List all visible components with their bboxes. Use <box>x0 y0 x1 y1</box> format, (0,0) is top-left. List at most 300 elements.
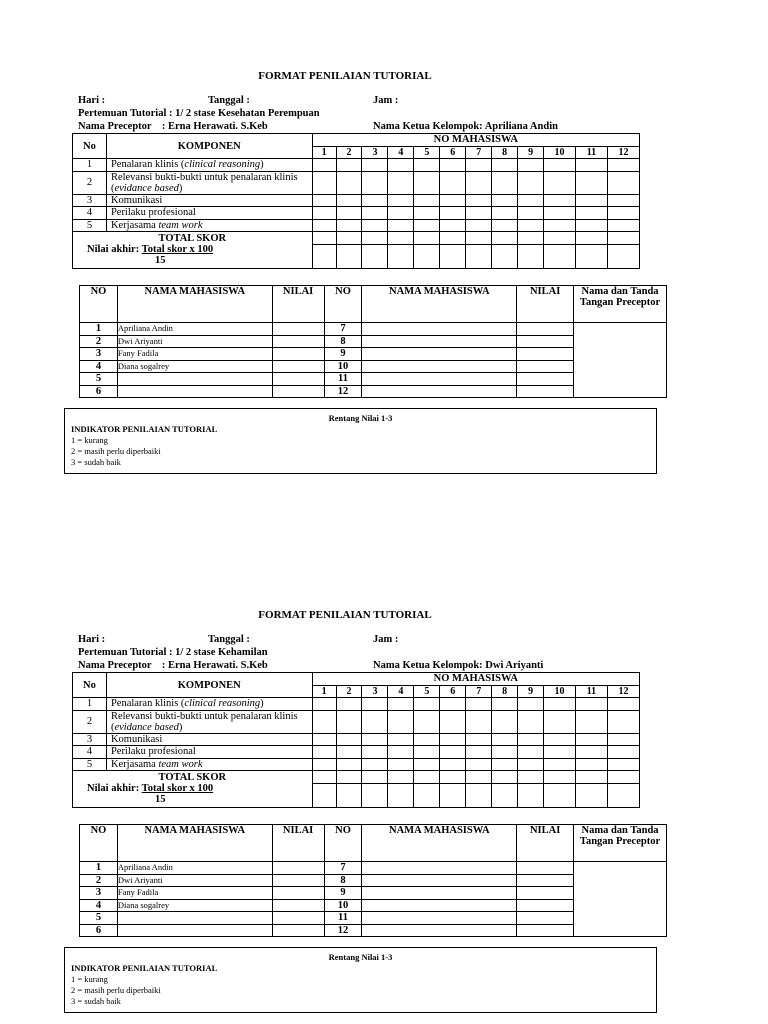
student-nilai[interactable] <box>272 385 324 398</box>
student-name <box>362 335 517 348</box>
score-input-cell[interactable] <box>466 746 492 759</box>
komponen-text: Kerjasama <box>110 219 159 231</box>
student-number-header: 7 <box>466 146 492 159</box>
score-input-cell[interactable] <box>518 219 544 232</box>
score-row <box>73 171 640 194</box>
score-input-cell[interactable] <box>518 171 544 194</box>
score-row <box>73 746 640 759</box>
student-no: 12 <box>324 385 362 398</box>
student-nilai[interactable] <box>272 899 324 912</box>
score-input-cell[interactable] <box>414 746 440 759</box>
score-input-cell[interactable] <box>414 710 440 733</box>
student-nilai[interactable] <box>272 912 324 925</box>
nilai-cell <box>544 244 576 269</box>
student-nilai[interactable] <box>517 385 574 398</box>
total-cell <box>440 771 466 784</box>
score-input-cell[interactable] <box>518 194 544 207</box>
komponen-cell <box>106 207 312 220</box>
preceptor-name: Nama Preceptor : Erna Herawati. S.Keb <box>78 121 268 132</box>
student-name <box>362 862 517 875</box>
student-nilai[interactable] <box>517 924 574 937</box>
nilai-akhir-denominator: 15 <box>155 255 166 266</box>
score-input-cell[interactable] <box>362 219 388 232</box>
student-nilai[interactable] <box>517 887 574 900</box>
score-input-cell[interactable] <box>518 746 544 759</box>
score-input-cell[interactable] <box>575 194 607 207</box>
score-input-cell[interactable] <box>414 733 440 746</box>
score-input-cell[interactable] <box>492 746 518 759</box>
score-input-cell[interactable] <box>607 746 639 759</box>
nilai-cell <box>388 244 414 269</box>
row-number: 5 <box>73 758 107 771</box>
score-input-cell[interactable] <box>388 207 414 220</box>
score-input-cell[interactable] <box>362 758 388 771</box>
score-input-cell[interactable] <box>362 159 388 172</box>
tanggal-label: Tanggal : <box>208 634 250 645</box>
score-input-cell[interactable] <box>440 194 466 207</box>
student-no: 7 <box>324 862 362 875</box>
student-number-header: 8 <box>492 685 518 698</box>
score-input-cell[interactable] <box>388 171 414 194</box>
komponen-text: Penalaran klinis ( <box>110 159 185 171</box>
ttd-cell[interactable] <box>574 323 667 398</box>
student-name: Fany Fadila <box>117 887 272 900</box>
score-input-cell[interactable] <box>544 746 576 759</box>
student-nilai[interactable] <box>517 373 574 386</box>
score-input-cell[interactable] <box>414 171 440 194</box>
col-header-no: No <box>73 134 107 159</box>
score-input-cell[interactable] <box>336 758 362 771</box>
komponen-italic: evidance based <box>114 721 179 733</box>
total-cell <box>518 232 544 245</box>
form-title: FORMAT PENILAIAN TUTORIAL <box>258 70 432 82</box>
score-input-cell[interactable] <box>312 698 336 711</box>
score-input-cell[interactable] <box>466 219 492 232</box>
score-input-cell[interactable] <box>492 207 518 220</box>
row-number: 3 <box>73 733 107 746</box>
student-number-header: 2 <box>336 146 362 159</box>
score-input-cell[interactable] <box>312 733 336 746</box>
score-input-cell[interactable] <box>336 194 362 207</box>
score-input-cell[interactable] <box>518 733 544 746</box>
score-input-cell[interactable] <box>312 710 336 733</box>
score-input-cell[interactable] <box>336 698 362 711</box>
score-input-cell[interactable] <box>388 159 414 172</box>
student-name: Fany Fadila <box>117 348 272 361</box>
student-name <box>362 373 517 386</box>
score-input-cell[interactable] <box>466 733 492 746</box>
score-input-cell[interactable] <box>544 758 576 771</box>
komponen-paren: ) <box>260 698 264 710</box>
nilai-cell <box>440 783 466 808</box>
student-nilai[interactable] <box>272 373 324 386</box>
score-input-cell[interactable] <box>575 733 607 746</box>
student-nilai[interactable] <box>272 887 324 900</box>
score-input-cell[interactable] <box>544 710 576 733</box>
score-input-cell[interactable] <box>440 159 466 172</box>
student-nilai[interactable] <box>517 912 574 925</box>
score-input-cell[interactable] <box>362 710 388 733</box>
total-cell <box>414 232 440 245</box>
student-number-header: 4 <box>388 146 414 159</box>
score-input-cell[interactable] <box>575 746 607 759</box>
student-number-header: 7 <box>466 685 492 698</box>
komponen-cell <box>106 758 312 771</box>
score-input-cell[interactable] <box>544 219 576 232</box>
score-input-cell[interactable] <box>544 171 576 194</box>
score-input-cell[interactable] <box>492 758 518 771</box>
student-number-header: 9 <box>518 685 544 698</box>
komponen-italic: team work <box>158 758 203 770</box>
form-title: FORMAT PENILAIAN TUTORIAL <box>258 609 432 621</box>
nilai-akhir-cell <box>73 244 313 269</box>
student-number-header: 6 <box>440 685 466 698</box>
col-header-no-mahasiswa: NO MAHASISWA <box>312 673 639 686</box>
score-input-cell[interactable] <box>607 710 639 733</box>
student-no: 11 <box>324 373 362 386</box>
col-header-komponen: KOMPONEN <box>106 673 312 698</box>
name-table-header: NILAI <box>517 286 574 323</box>
student-name <box>362 360 517 373</box>
score-input-cell[interactable] <box>440 207 466 220</box>
student-nilai[interactable] <box>517 899 574 912</box>
student-number-header: 5 <box>414 146 440 159</box>
student-name <box>362 874 517 887</box>
total-cell <box>544 771 576 784</box>
score-input-cell[interactable] <box>492 159 518 172</box>
score-input-cell[interactable] <box>492 710 518 733</box>
score-input-cell[interactable] <box>336 207 362 220</box>
student-no: 12 <box>324 924 362 937</box>
student-no: 10 <box>324 360 362 373</box>
col-header-no: No <box>73 673 107 698</box>
score-input-cell[interactable] <box>607 758 639 771</box>
score-table <box>72 672 640 808</box>
student-nilai[interactable] <box>517 874 574 887</box>
total-skor-label: TOTAL SKOR <box>73 232 313 245</box>
nilai-cell <box>312 244 336 269</box>
student-nilai[interactable] <box>272 323 324 336</box>
name-table-header: NILAI <box>517 825 574 862</box>
student-nilai[interactable] <box>517 335 574 348</box>
student-nilai[interactable] <box>517 323 574 336</box>
score-input-cell[interactable] <box>336 710 362 733</box>
student-nilai[interactable] <box>272 335 324 348</box>
score-input-cell[interactable] <box>388 194 414 207</box>
student-name: Dwi Ariyanti <box>117 874 272 887</box>
score-input-cell[interactable] <box>388 698 414 711</box>
student-no: 2 <box>80 335 118 348</box>
col-header-no-mahasiswa: NO MAHASISWA <box>312 134 639 147</box>
score-input-cell[interactable] <box>440 758 466 771</box>
total-cell <box>312 232 336 245</box>
ketua-kelompok: Nama Ketua Kelompok: Apriliana Andin <box>373 121 558 132</box>
score-input-cell[interactable] <box>544 159 576 172</box>
indikator-item: 2 = masih perlu diperbaiki <box>71 446 161 456</box>
total-cell <box>575 232 607 245</box>
nilai-cell <box>312 783 336 808</box>
score-input-cell[interactable] <box>362 171 388 194</box>
student-nilai[interactable] <box>272 862 324 875</box>
tanggal-label: Tanggal : <box>208 95 250 106</box>
score-input-cell[interactable] <box>607 733 639 746</box>
name-table-header: NO <box>80 286 118 323</box>
komponen-cell <box>106 733 312 746</box>
total-cell <box>388 232 414 245</box>
indikator-box <box>64 947 657 1013</box>
score-input-cell[interactable] <box>388 733 414 746</box>
score-input-cell[interactable] <box>388 758 414 771</box>
score-table <box>72 133 640 269</box>
score-input-cell[interactable] <box>362 207 388 220</box>
score-input-cell[interactable] <box>544 733 576 746</box>
score-input-cell[interactable] <box>466 758 492 771</box>
score-input-cell[interactable] <box>440 746 466 759</box>
score-row <box>73 758 640 771</box>
score-input-cell[interactable] <box>466 194 492 207</box>
score-input-cell[interactable] <box>388 710 414 733</box>
name-table-header: NAMA MAHASISWA <box>117 825 272 862</box>
nilai-akhir-label: Nilai akhir: <box>87 244 142 255</box>
score-input-cell[interactable] <box>607 207 639 220</box>
score-input-cell[interactable] <box>312 746 336 759</box>
total-cell <box>414 771 440 784</box>
score-input-cell[interactable] <box>414 758 440 771</box>
score-input-cell[interactable] <box>312 219 336 232</box>
score-input-cell[interactable] <box>440 733 466 746</box>
student-no: 9 <box>324 887 362 900</box>
student-no: 8 <box>324 874 362 887</box>
total-cell <box>388 771 414 784</box>
score-input-cell[interactable] <box>362 698 388 711</box>
total-cell <box>440 232 466 245</box>
student-name <box>362 912 517 925</box>
score-input-cell[interactable] <box>492 219 518 232</box>
score-input-cell[interactable] <box>518 159 544 172</box>
row-number: 2 <box>73 710 107 733</box>
komponen-cell <box>106 710 312 733</box>
nilai-cell <box>466 783 492 808</box>
score-input-cell[interactable] <box>440 171 466 194</box>
indikator-item: 3 = sudah baik <box>71 457 121 467</box>
score-input-cell[interactable] <box>544 207 576 220</box>
total-cell <box>336 232 362 245</box>
nilai-cell <box>414 244 440 269</box>
ketua-kelompok: Nama Ketua Kelompok: Dwi Ariyanti <box>373 660 544 671</box>
student-nilai[interactable] <box>272 348 324 361</box>
score-input-cell[interactable] <box>336 746 362 759</box>
score-input-cell[interactable] <box>440 710 466 733</box>
komponen-cell <box>106 219 312 232</box>
student-no: 5 <box>80 373 118 386</box>
score-input-cell[interactable] <box>362 746 388 759</box>
score-input-cell[interactable] <box>492 194 518 207</box>
komponen-italic: clinical reasoning <box>184 698 261 710</box>
student-name <box>362 323 517 336</box>
score-input-cell[interactable] <box>414 159 440 172</box>
score-input-cell[interactable] <box>414 219 440 232</box>
name-table-header: NAMA MAHASISWA <box>117 286 272 323</box>
score-input-cell[interactable] <box>492 698 518 711</box>
student-name <box>117 924 272 937</box>
komponen-text: Komunikasi <box>110 194 163 206</box>
col-header-komponen: KOMPONEN <box>106 134 312 159</box>
nilai-cell <box>518 783 544 808</box>
student-nilai[interactable] <box>272 360 324 373</box>
student-number-header: 1 <box>312 146 336 159</box>
score-input-cell[interactable] <box>492 171 518 194</box>
nilai-cell <box>492 783 518 808</box>
student-number-header: 12 <box>607 685 639 698</box>
student-number-header: 11 <box>575 146 607 159</box>
student-name <box>117 912 272 925</box>
total-cell <box>492 232 518 245</box>
score-input-cell[interactable] <box>575 698 607 711</box>
total-cell <box>492 771 518 784</box>
score-input-cell[interactable] <box>518 758 544 771</box>
nilai-cell <box>575 783 607 808</box>
score-input-cell[interactable] <box>575 207 607 220</box>
total-skor-label: TOTAL SKOR <box>73 771 313 784</box>
score-input-cell[interactable] <box>575 159 607 172</box>
student-row <box>80 323 667 336</box>
score-row <box>73 207 640 220</box>
score-input-cell[interactable] <box>607 194 639 207</box>
student-name <box>362 899 517 912</box>
score-input-cell[interactable] <box>336 733 362 746</box>
komponen-text: Perilaku profesional <box>110 207 196 219</box>
score-row <box>73 710 640 733</box>
student-nilai[interactable] <box>517 360 574 373</box>
student-name <box>362 348 517 361</box>
student-nilai[interactable] <box>272 924 324 937</box>
student-name: Diana sogalrey <box>117 360 272 373</box>
score-input-cell[interactable] <box>466 698 492 711</box>
indikator-title: INDIKATOR PENILAIAN TUTORIAL <box>71 963 218 973</box>
student-no: 8 <box>324 335 362 348</box>
komponen-cell <box>106 171 312 194</box>
total-cell <box>607 232 639 245</box>
komponen-text: Relevansi bukti-bukti untuk penalaran klinis <box>110 171 298 183</box>
student-name <box>117 385 272 398</box>
score-input-cell[interactable] <box>388 219 414 232</box>
nilai-cell <box>544 783 576 808</box>
score-input-cell[interactable] <box>440 698 466 711</box>
row-number: 5 <box>73 219 107 232</box>
score-row <box>73 698 640 711</box>
student-number-header: 8 <box>492 146 518 159</box>
student-nilai[interactable] <box>272 874 324 887</box>
score-input-cell[interactable] <box>607 219 639 232</box>
score-input-cell[interactable] <box>336 159 362 172</box>
score-input-cell[interactable] <box>544 194 576 207</box>
score-row <box>73 194 640 207</box>
nilai-akhir-denominator: 15 <box>155 794 166 805</box>
komponen-cell <box>106 159 312 172</box>
score-input-cell[interactable] <box>466 207 492 220</box>
student-nilai[interactable] <box>517 348 574 361</box>
score-input-cell[interactable] <box>336 171 362 194</box>
assessment-form <box>0 0 768 467</box>
pertemuan-text: Pertemuan Tutorial : 1/ 2 stase Kehamilan <box>78 647 268 658</box>
score-input-cell[interactable] <box>575 171 607 194</box>
student-name <box>362 887 517 900</box>
name-table-header: NAMA MAHASISWA <box>362 286 517 323</box>
ttd-header: Nama dan Tanda Tangan Preceptor <box>574 286 667 323</box>
student-number-header: 9 <box>518 146 544 159</box>
name-table-header: NO <box>324 825 362 862</box>
score-input-cell[interactable] <box>312 194 336 207</box>
student-no: 1 <box>80 323 118 336</box>
score-input-cell[interactable] <box>336 219 362 232</box>
komponen-text: Penalaran klinis ( <box>110 698 185 710</box>
score-input-cell[interactable] <box>575 758 607 771</box>
student-no: 9 <box>324 348 362 361</box>
komponen-italic: evidance based <box>114 182 179 194</box>
score-input-cell[interactable] <box>362 194 388 207</box>
score-input-cell[interactable] <box>575 710 607 733</box>
hari-label: Hari : <box>78 95 106 106</box>
total-cell <box>466 771 492 784</box>
score-input-cell[interactable] <box>440 219 466 232</box>
score-input-cell[interactable] <box>414 698 440 711</box>
assessment-form <box>0 539 768 1006</box>
student-name: Apriliana Andin <box>117 862 272 875</box>
ttd-cell[interactable] <box>574 862 667 937</box>
nilai-cell <box>518 244 544 269</box>
score-input-cell[interactable] <box>466 710 492 733</box>
nilai-cell <box>336 783 362 808</box>
score-input-cell[interactable] <box>518 207 544 220</box>
score-input-cell[interactable] <box>312 159 336 172</box>
student-table <box>79 824 667 937</box>
indikator-box <box>64 408 657 474</box>
score-input-cell[interactable] <box>414 207 440 220</box>
score-input-cell[interactable] <box>544 698 576 711</box>
score-input-cell[interactable] <box>492 733 518 746</box>
komponen-cell <box>106 746 312 759</box>
preceptor-name: Nama Preceptor : Erna Herawati. S.Keb <box>78 660 268 671</box>
komponen-text: Relevansi bukti-bukti untuk penalaran klinis <box>110 710 298 722</box>
nilai-cell <box>388 783 414 808</box>
ttd-header: Nama dan Tanda Tangan Preceptor <box>574 825 667 862</box>
score-input-cell[interactable] <box>518 710 544 733</box>
student-no: 3 <box>80 348 118 361</box>
student-table <box>79 285 667 398</box>
score-input-cell[interactable] <box>388 746 414 759</box>
score-input-cell[interactable] <box>414 194 440 207</box>
name-table-header: NO <box>80 825 118 862</box>
student-name: Dwi Ariyanti <box>117 335 272 348</box>
score-input-cell[interactable] <box>607 159 639 172</box>
score-input-cell[interactable] <box>312 207 336 220</box>
student-number-header: 12 <box>607 146 639 159</box>
score-input-cell[interactable] <box>607 171 639 194</box>
score-input-cell[interactable] <box>466 171 492 194</box>
score-input-cell[interactable] <box>312 171 336 194</box>
score-input-cell[interactable] <box>518 698 544 711</box>
score-input-cell[interactable] <box>362 733 388 746</box>
student-number-header: 5 <box>414 685 440 698</box>
indikator-item: 3 = sudah baik <box>71 996 121 1006</box>
score-input-cell[interactable] <box>312 758 336 771</box>
score-input-cell[interactable] <box>466 159 492 172</box>
student-name <box>362 385 517 398</box>
score-input-cell[interactable] <box>607 698 639 711</box>
score-input-cell[interactable] <box>575 219 607 232</box>
student-nilai[interactable] <box>517 862 574 875</box>
komponen-italic: team work <box>158 219 203 231</box>
